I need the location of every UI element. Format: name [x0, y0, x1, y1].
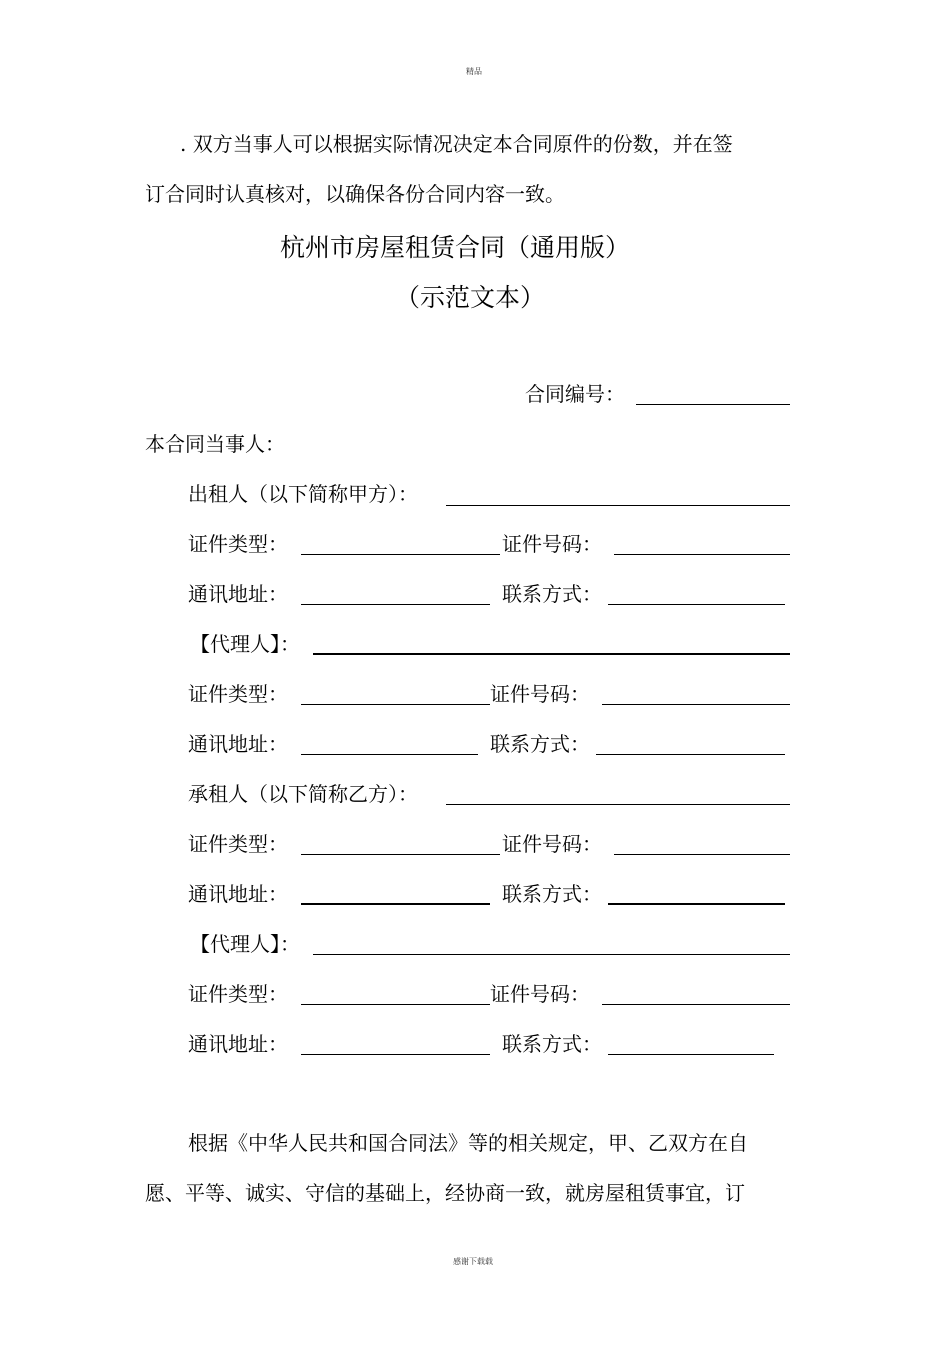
lessee-agent-contact-label: 联系方式： — [502, 1032, 602, 1056]
lessor-name-field[interactable] — [446, 505, 790, 506]
lessor-address-field[interactable] — [301, 604, 490, 605]
lessee-agent-contact-field[interactable] — [608, 1054, 774, 1055]
lessor-agent-field[interactable] — [313, 653, 790, 655]
lessee-agent-address-label: 通讯地址： — [188, 1032, 288, 1056]
body-line-2: 愿、平等、诚实、守信的基础上，经协商一致，就房屋租赁事宜，订 — [145, 1181, 745, 1205]
lessor-agent-address-label: 通讯地址： — [188, 732, 288, 756]
lessee-agent-field[interactable] — [313, 954, 790, 955]
lessor-agent-id-no-field[interactable] — [602, 704, 790, 705]
contract-number-field[interactable] — [636, 404, 790, 405]
lessor-agent-address-field[interactable] — [301, 754, 478, 755]
contract-number-label: 合同编号： — [525, 382, 625, 406]
lessee-contact-label: 联系方式： — [502, 882, 602, 906]
lessor-agent-contact-field[interactable] — [596, 754, 785, 755]
body-line-1: 根据《中华人民共和国合同法》等的相关规定，甲、乙双方在自 — [188, 1131, 748, 1155]
lessee-agent-id-no-field[interactable] — [602, 1004, 790, 1005]
lessor-agent-contact-label: 联系方式： — [490, 732, 590, 756]
lessee-contact-field[interactable] — [608, 903, 785, 905]
lessor-contact-field[interactable] — [608, 604, 785, 605]
lessor-contact-label: 联系方式： — [502, 582, 602, 606]
lessee-id-type-label: 证件类型： — [188, 832, 288, 856]
lessee-label: 承租人（以下简称乙方）： — [188, 782, 418, 806]
lessee-id-no-label: 证件号码： — [502, 832, 602, 856]
lessor-agent-id-type-field[interactable] — [301, 704, 490, 705]
document-subtitle: （示范文本） — [394, 283, 545, 312]
lessee-agent-label: 【代理人】： — [190, 932, 300, 956]
lessor-agent-id-type-label: 证件类型： — [188, 682, 288, 706]
lessor-id-type-field[interactable] — [301, 554, 500, 555]
lessee-agent-id-type-field[interactable] — [301, 1004, 490, 1005]
lessee-name-field[interactable] — [446, 804, 790, 805]
lessee-id-no-field[interactable] — [614, 854, 790, 855]
lessor-id-no-label: 证件号码： — [502, 532, 602, 556]
lessee-agent-id-type-label: 证件类型： — [188, 982, 288, 1006]
lessor-id-type-label: 证件类型： — [188, 532, 288, 556]
lessee-agent-id-no-label: 证件号码： — [490, 982, 590, 1006]
page-header: 精品 — [466, 67, 482, 76]
lessee-agent-address-field[interactable] — [301, 1054, 490, 1055]
intro-line-2: 订合同时认真核对，以确保各份合同内容一致。 — [145, 182, 565, 206]
lessor-id-no-field[interactable] — [614, 554, 790, 555]
lessor-agent-id-no-label: 证件号码： — [490, 682, 590, 706]
lessee-address-field[interactable] — [301, 903, 490, 905]
lessor-address-label: 通讯地址： — [188, 582, 288, 606]
lessee-id-type-field[interactable] — [301, 854, 500, 855]
lessor-agent-label: 【代理人】： — [190, 632, 300, 656]
lessor-label: 出租人（以下简称甲方）： — [188, 482, 418, 506]
lessee-address-label: 通讯地址： — [188, 882, 288, 906]
document-title: 杭州市房屋租赁合同（通用版） — [279, 233, 630, 262]
intro-line-1: . 双方当事人可以根据实际情况决定本合同原件的份数，并在签 — [180, 132, 733, 156]
page-footer: 感谢下载载 — [453, 1257, 493, 1266]
parties-label: 本合同当事人： — [145, 432, 285, 456]
